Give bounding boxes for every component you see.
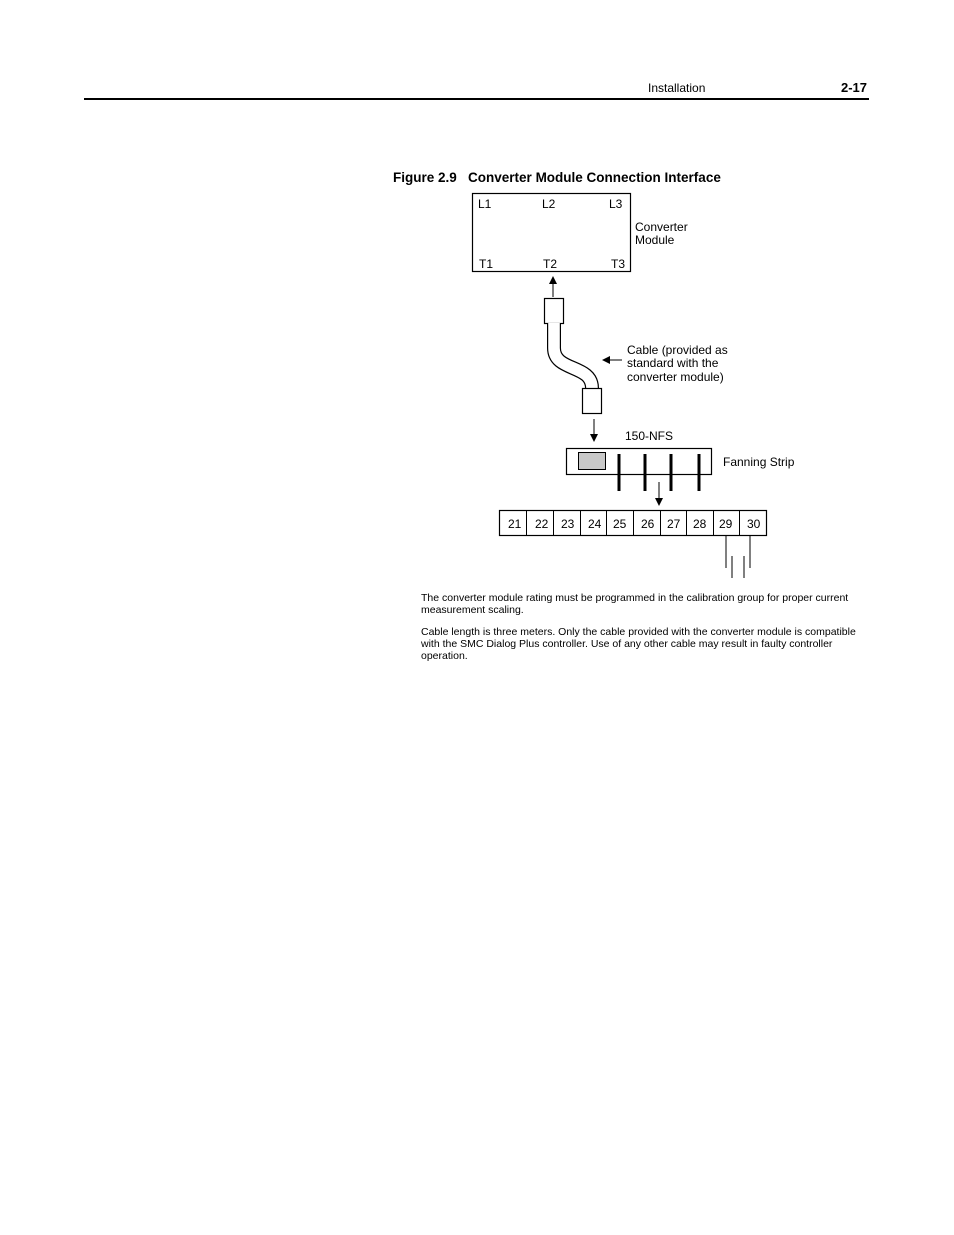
terminal-27: 27 (667, 517, 681, 531)
terminal-label-l1: L1 (478, 197, 492, 211)
header-page-number: 2-17 (841, 80, 868, 95)
cable-label-line1: Cable (provided as (627, 343, 728, 357)
terminal-label-t3: T3 (611, 257, 626, 271)
cable-label-line2: standard with the (627, 356, 719, 370)
converter-module-label-line2: Module (635, 233, 675, 247)
terminal-label-l2: L2 (542, 197, 556, 211)
cable-connector-bottom (583, 389, 602, 414)
terminal-label-l3: L3 (609, 197, 623, 211)
terminal-24: 24 (588, 517, 602, 531)
cable-connector-top (545, 299, 564, 324)
note-calibration: The converter module rating must be programmed in the calibration group for proper current measurement scaling. (421, 592, 849, 616)
converter-module-label-line1: Converter (635, 220, 688, 234)
figure-number: Figure 2.9 (393, 170, 457, 185)
terminal-label-t2: T2 (543, 257, 558, 271)
terminal-30: 30 (747, 517, 761, 531)
figure-title: Converter Module Connection Interface (468, 170, 721, 185)
fanning-strip-label: Fanning Strip (723, 455, 795, 469)
terminal-29: 29 (719, 517, 733, 531)
cable-inner (554, 323, 592, 388)
header-section-title: Installation (648, 81, 706, 95)
aux-contact-wiring (726, 536, 750, 578)
terminal-label-t1: T1 (479, 257, 494, 271)
terminal-23: 23 (561, 517, 575, 531)
terminal-28: 28 (693, 517, 707, 531)
terminal-21: 21 (508, 517, 522, 531)
terminal-22: 22 (535, 517, 549, 531)
cable-label-line3: converter module) (627, 370, 724, 384)
fanning-strip-socket (579, 453, 606, 470)
terminal-26: 26 (641, 517, 655, 531)
nfs-label: 150-NFS (625, 429, 674, 443)
terminal-25: 25 (613, 517, 627, 531)
note-cable-length: Cable length is three meters. Only the cable provided with the converter module is compatible with the SMC Dialog Plus controller. Use of any other cable may result in faulty controller operation. (421, 626, 856, 662)
